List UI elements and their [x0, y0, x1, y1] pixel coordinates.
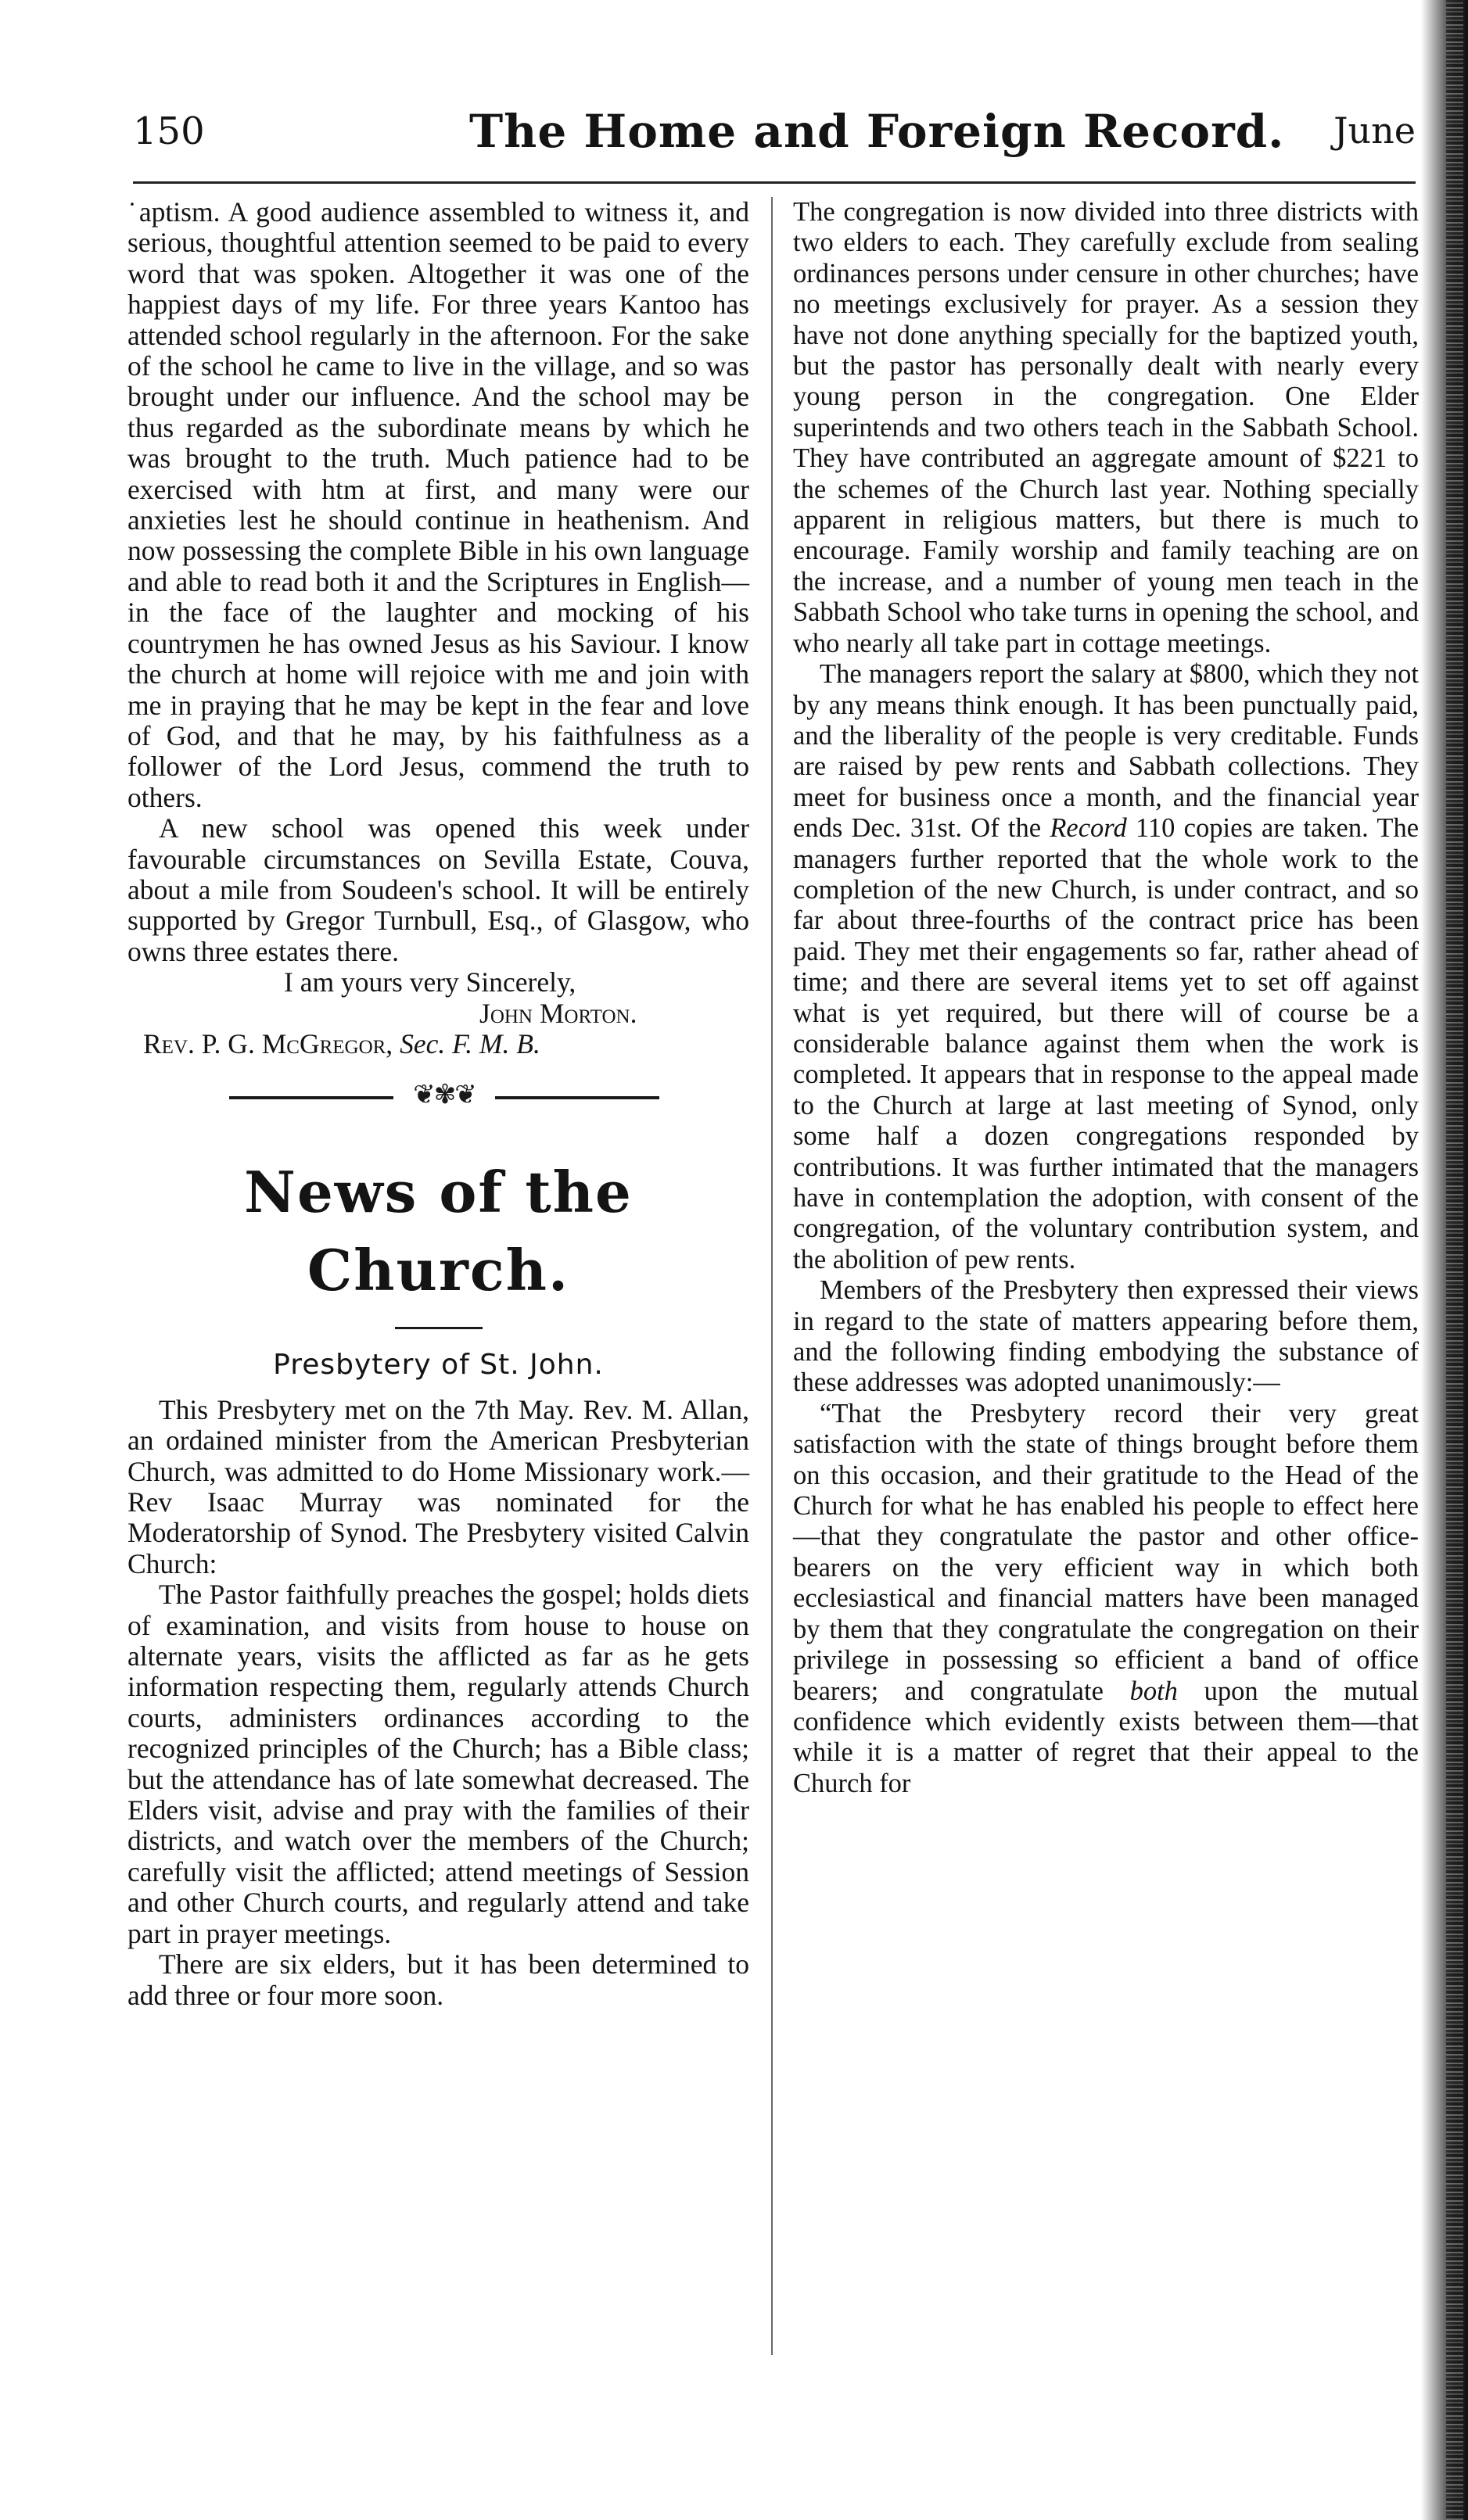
letter-signature: John Morton. — [479, 997, 637, 1029]
congregation-paragraph: The congregation is now divided into three districts with two elders to each. They carefully exclude from sealing ordinances persons under censure in other churches; have no meetings exclusively for prayer. As a session they have not done anything specially for the baptized youth, but the pastor has personally dealt with nearly every young person in the congregation. One Elder superintends and two others teach in the Sabbath School. They have contributed an aggregate amount of $221 to the schemes of the Church last year. Nothing specially apparent in religious matters, but there is much to encourage. Family worship and family teaching are on the increase, and a number of young men teach in the Sabbath School who take turns in opening the school, and who nearly all take part in cottage meetings. — [793, 197, 1419, 658]
baptism-paragraph: ˙aptism. A good audience assembled to witness it, and serious, thoughtful attention seemed to be paid to every word that was spoken. Altogether it was one of the happiest days of my life. For three years Kantoo has attended school regularly in the afternoon. For the sake of the school he came to live in the village, and so was brought under our influence. And the school may be thus regarded as the subordinate means by which he was brought to the truth. Much patience had to be exercised with htm at first, and many were our anxieties lest he should continue in heathenism. And now possessing the complete Bible in his own language and able to read both it and the Scriptures in English—in the face of the laughter and mocking of his countrymen he has owned Jesus as his Saviour. I know the church at home will rejoice with me and join with me in praying that he may be kept in the fear and love of God, and that he may, by his faithfulness as a follower of the Lord Jesus, commend the truth to others. — [127, 196, 749, 813]
page-header — [133, 105, 1416, 172]
page-number: 150 — [133, 109, 205, 153]
managers-paragraph: The managers report the salary at $800, which they not by any means think enough. It has been punctually paid, and the liberality of the people is very creditable. Funds are raised by pew rents and Sabbath collections. They meet for business once a month, and the financial year ends Dec. 31st. Of the Record 110 copies are taken. The managers further reported that the whole work to the completion of the new Church, is under contract, and so far about three-fourths of the contract price has been paid. They met their engagements so far, rather ahead of time; and there are several items yet to set off against what is yet required, but there will of course be a considerable balance against them when the work is completed. It appears that in response to the appeal made to the Church at large at last meeting of Synod, only some half a dozen congregations responded by contributions. It was further intimated that the managers have in contemplation the adoption, with consent of the congregation, of the voluntary contribution system, and the abolition of pew rents. — [793, 659, 1420, 1274]
article-subheading: Presbytery of St. John. — [273, 1349, 604, 1382]
resolution-paragraph: “That the Presbytery record their very great satisfaction with the state of things brought before them on this occasion, and their gratitude to the Head of the Church for what he has enabled his people to effect here—that they congratulate the pastor and other office-bearers on the very efficient way in which both ecclesiastical and financial matters have been managed by them that they congratulate the congregation on their privilege in possessing so efficient a band of office bearers; and congratulate both upon the mutual confidence which evidently exists between them—that while it is a matter of regret that their appeal to the Church for — [793, 1398, 1420, 1798]
record-title: Record — [1050, 813, 1127, 844]
right-column — [793, 197, 1419, 1799]
elders-paragraph: There are six elders, but it has been determined to add three or four more soon. — [127, 1948, 749, 2011]
section-title: News of the Church. — [244, 1159, 633, 1304]
members-paragraph: Members of the Presbytery then expressed their views in regard to the state of matters appearing before them, and the following finding embodying the substance of these addresses was adopted unanimously:— — [793, 1275, 1419, 1398]
journal-title: The Home and Foreign Record. — [469, 105, 1285, 158]
addressee-title: Sec. F. M. B. — [400, 1027, 540, 1059]
left-column — [127, 197, 749, 2011]
addressee-name: Rev. P. G. McGregor, — [143, 1027, 393, 1059]
page-edge-texture — [1446, 0, 1463, 2520]
presbytery-paragraph: This Presbytery met on the 7th May. Rev. M. Allan, an ordained minister from the American Presbyterian Church, was admitted to do Home Missionary work.—Rev Isaac Murray was nominated for the Moderatorship of Synod. The Presbytery visited Calvin Church: — [127, 1393, 749, 1579]
new-school-paragraph: A new school was opened this week under favourable circumstances on Sevilla Estate, Couva, about a mile from Soudeen's school. It will be entirely supported by Gregor Turnbull, Esq., of Glasgow, who owns three estates there. — [127, 812, 749, 967]
emphasis-both: both — [1129, 1676, 1178, 1706]
decorative-divider — [127, 1070, 749, 1125]
letter-addressee — [127, 1029, 749, 1059]
ornament-icon: ❦✾❦ — [413, 1081, 476, 1110]
letter-closing: I am yours very Sincerely, — [284, 966, 576, 998]
column-divider — [771, 197, 773, 2355]
pastor-paragraph: The Pastor faithfully preaches the gospel; holds diets of examination, and visits from house to house on alternate years, visits the afflicted as far as he gets information respecting them, regularly attends Church courts, administers ordinances according to the recognized principles of the Church; has a Bible class; but the attendance has of late somewhat decreased. The Elders visit, advise and pray with the families of their districts, and watch over the members of the Church; carefully visit the afflicted; attend meetings of Session and other Church courts, and regularly attend and take part in prayer meetings. — [127, 1579, 749, 1949]
issue-month: June — [1333, 109, 1416, 152]
header-rule — [133, 181, 1416, 184]
section-rule — [395, 1327, 483, 1329]
